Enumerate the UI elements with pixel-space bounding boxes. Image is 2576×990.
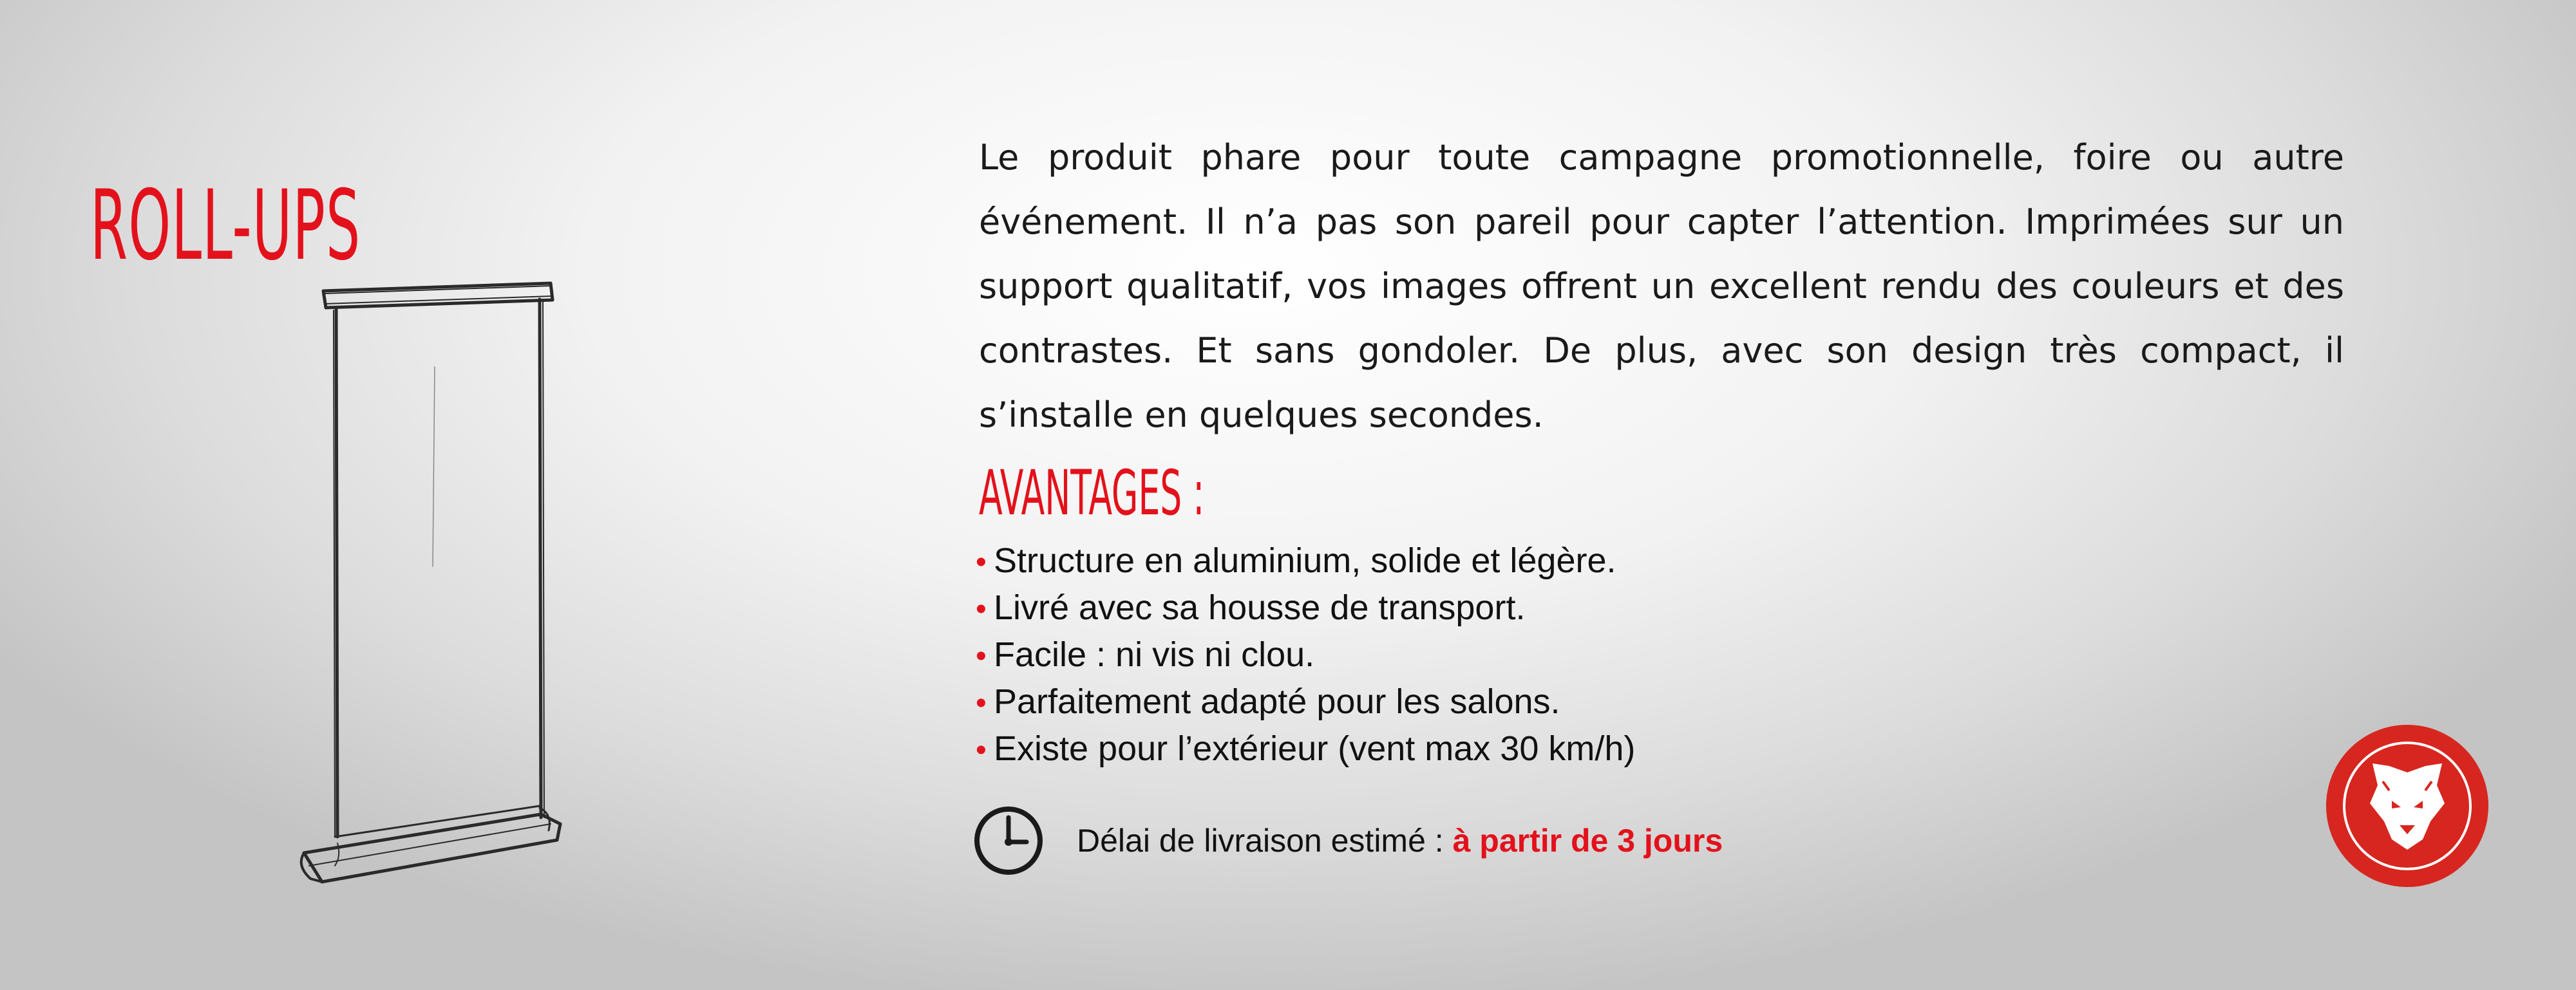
advantage-text: Structure en aluminium, solide et légère. [994, 541, 1616, 580]
list-item [976, 726, 1635, 773]
roll-up-banner-illustration [296, 270, 580, 895]
bullet-icon: • [976, 545, 987, 579]
delivery-value: à partir de 3 jours [1452, 823, 1723, 859]
list-item [976, 679, 1635, 726]
bullet-icon: • [976, 639, 987, 673]
bullet-icon: • [976, 592, 987, 626]
wolf-head-icon [2325, 724, 2490, 888]
advantage-text: Facile : ni vis ni clou. [994, 635, 1315, 674]
product-description: Le produit phare pour toute campagne promotionnelle, foire ou autre événement. Il n’a pas son pareil pour capter l’attention. Imprimées sur un support qualitatif, vos images offrent un excellent rendu des couleurs et des contrastes. Et sans gondoler. De plus, avec son design très compact, il s’installe en quelques secondes. [979, 137, 2344, 435]
delivery-text [1077, 822, 1723, 859]
delivery-info [972, 805, 1723, 877]
advantage-text: Parfaitement adapté pour les salons. [994, 682, 1560, 721]
delivery-label: Délai de livraison estimé : [1077, 823, 1453, 859]
advantage-text: Livré avec sa housse de transport. [994, 588, 1526, 627]
clock-icon [972, 805, 1045, 877]
advantages-title: AVANTAGES : [979, 457, 1205, 529]
list-item [976, 538, 1635, 585]
bullet-icon: • [976, 686, 987, 720]
advantage-text: Existe pour l’extérieur (vent max 30 km/h) [994, 729, 1636, 768]
advantages-list [976, 538, 1635, 773]
page-title: ROLL-UPS [90, 169, 361, 282]
list-item [976, 585, 1635, 632]
list-item [976, 632, 1635, 679]
bullet-icon: • [976, 733, 987, 767]
